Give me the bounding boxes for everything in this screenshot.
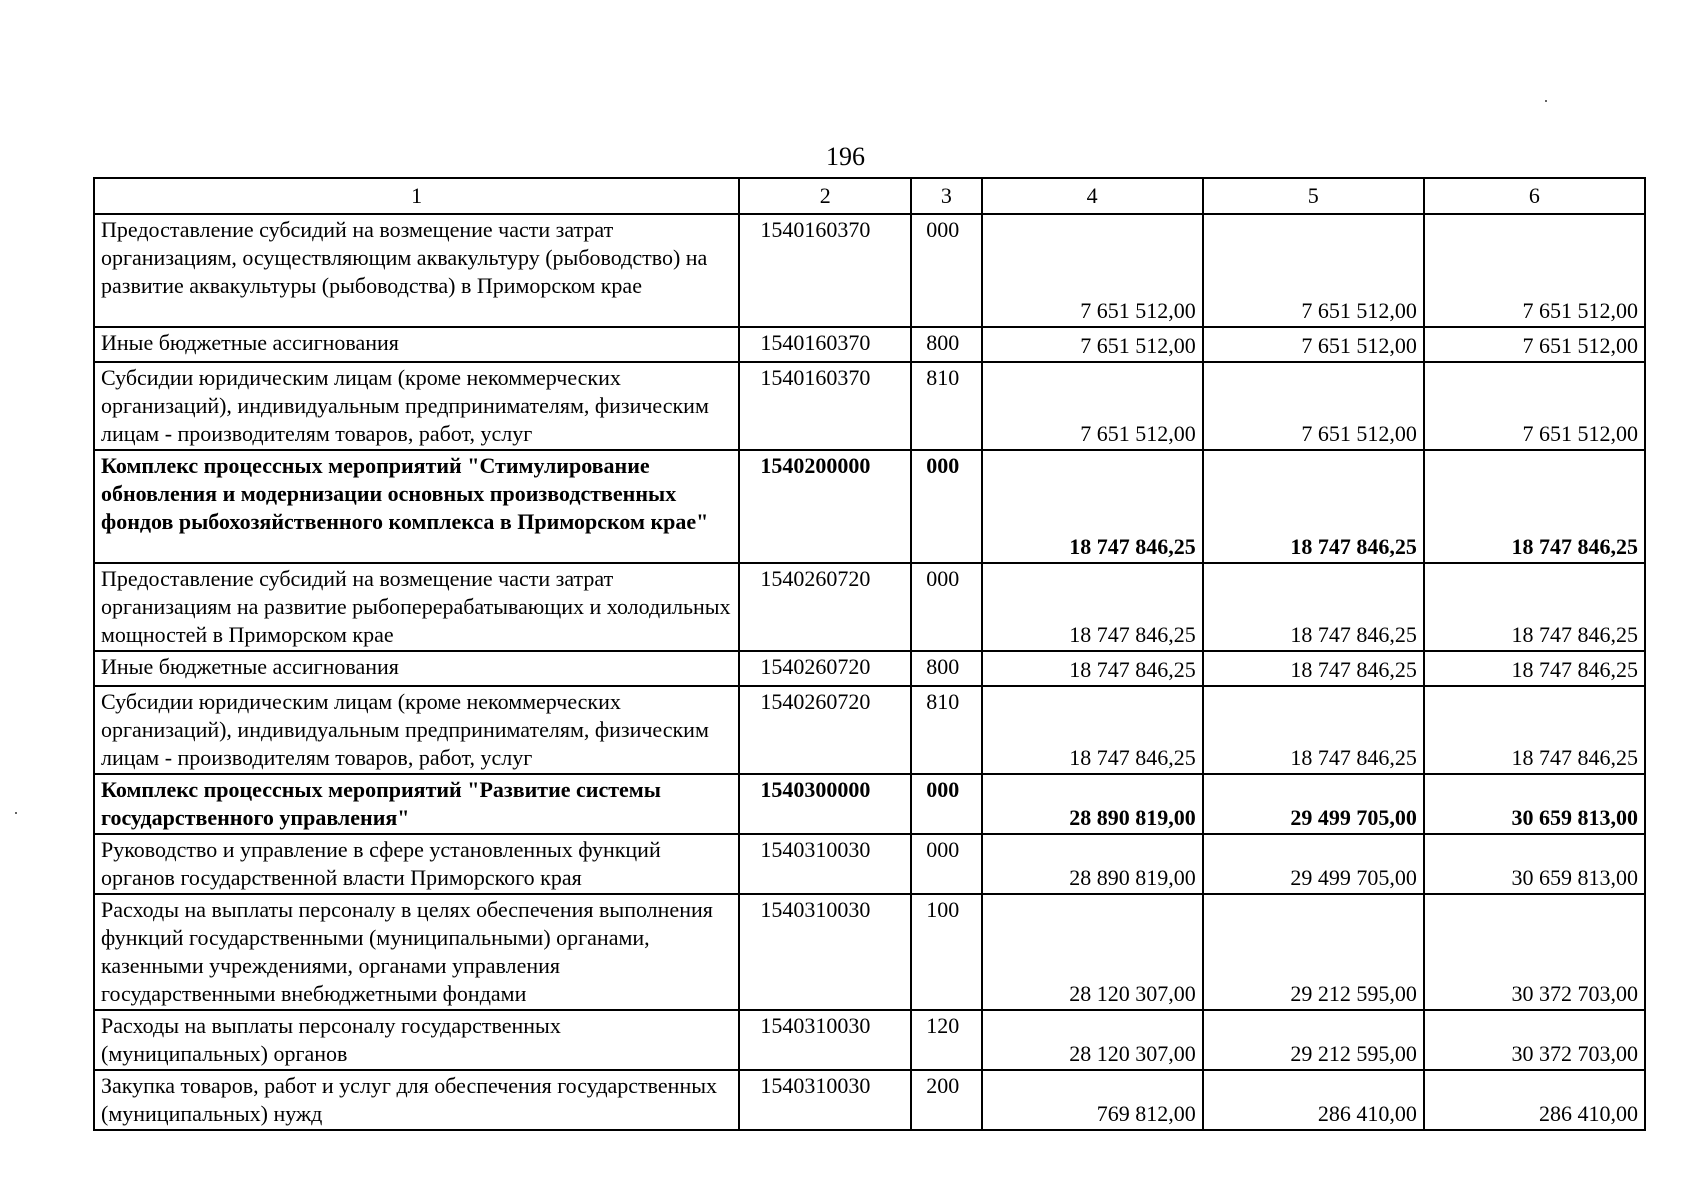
row-amount-year-3: 7 651 512,00 [1424,214,1645,327]
table-row [94,686,1645,774]
row-description: Предоставление субсидий на возмещение части затрат организациям, осуществляющим аквакультуру (рыбоводство) на развитие аквакультуры (рыбоводства) в Приморском крае [94,214,739,327]
row-description: Руководство и управление в сфере установленных функций органов государственной власти Приморского края [94,834,739,894]
row-expense-type: 810 [911,686,981,774]
row-description: Субсидии юридическим лицам (кроме некоммерческих организаций), индивидуальным предпринимателям, физическим лицам - производителям товаров, работ, услуг [94,686,739,774]
row-amount-year-2: 286 410,00 [1203,1070,1424,1130]
row-amount-year-2: 29 212 595,00 [1203,1010,1424,1070]
row-expense-type: 800 [911,651,981,686]
row-amount-year-1: 7 651 512,00 [982,327,1203,362]
row-expense-type: 100 [911,894,981,1010]
row-amount-year-3: 286 410,00 [1424,1070,1645,1130]
row-amount-year-3: 7 651 512,00 [1424,362,1645,450]
row-expense-type: 000 [911,774,981,834]
header-cell-6: 6 [1424,178,1645,214]
row-description: Закупка товаров, работ и услуг для обеспечения государственных (муниципальных) нужд [94,1070,739,1130]
row-description: Субсидии юридическим лицам (кроме некоммерческих организаций), индивидуальным предпринимателям, физическим лицам - производителям товаров, работ, услуг [94,362,739,450]
header-cell-3: 3 [911,178,981,214]
row-target-code: 1540200000 [739,450,911,563]
row-target-code: 1540260720 [739,686,911,774]
row-description: Предоставление субсидий на возмещение части затрат организациям на развитие рыбоперерабатывающих и холодильных мощностей в Приморском крае [94,563,739,651]
row-description: Расходы на выплаты персоналу в целях обеспечения выполнения функций государственными (муниципальными) органами, казенными учреждениями, органами управления государственными внебюджетными фондами [94,894,739,1010]
row-amount-year-2: 29 499 705,00 [1203,774,1424,834]
row-amount-year-3: 18 747 846,25 [1424,651,1645,686]
row-amount-year-1: 7 651 512,00 [982,362,1203,450]
table-row [94,362,1645,450]
row-amount-year-3: 7 651 512,00 [1424,327,1645,362]
row-description: Иные бюджетные ассигнования [94,327,739,362]
row-target-code: 1540310030 [739,1010,911,1070]
row-expense-type: 200 [911,1070,981,1130]
row-amount-year-1: 28 890 819,00 [982,774,1203,834]
row-amount-year-2: 7 651 512,00 [1203,214,1424,327]
row-amount-year-3: 18 747 846,25 [1424,563,1645,651]
row-amount-year-2: 18 747 846,25 [1203,450,1424,563]
table-row [94,834,1645,894]
row-amount-year-1: 28 120 307,00 [982,1010,1203,1070]
table-body [94,214,1645,1130]
row-amount-year-1: 769 812,00 [982,1070,1203,1130]
header-row [94,178,1645,214]
table-row [94,214,1645,327]
row-amount-year-3: 30 659 813,00 [1424,834,1645,894]
row-description: Иные бюджетные ассигнования [94,651,739,686]
row-amount-year-1: 18 747 846,25 [982,450,1203,563]
header-cell-2: 2 [739,178,911,214]
row-description: Расходы на выплаты персоналу государственных (муниципальных) органов [94,1010,739,1070]
row-target-code: 1540310030 [739,1070,911,1130]
table-row [94,774,1645,834]
row-target-code: 1540160370 [739,214,911,327]
row-amount-year-2: 18 747 846,25 [1203,563,1424,651]
row-amount-year-1: 28 120 307,00 [982,894,1203,1010]
row-expense-type: 800 [911,327,981,362]
row-target-code: 1540260720 [739,651,911,686]
row-expense-type: 000 [911,834,981,894]
row-amount-year-3: 30 372 703,00 [1424,1010,1645,1070]
row-amount-year-2: 29 212 595,00 [1203,894,1424,1010]
row-target-code: 1540310030 [739,834,911,894]
budget-table [93,177,1646,1131]
row-target-code: 1540310030 [739,894,911,1010]
row-description: Комплекс процессных мероприятий "Стимулирование обновления и модернизации основных производственных фондов рыбохозяйственного комплекса в Приморском крае" [94,450,739,563]
table-row [94,563,1645,651]
header-cell-1: 1 [94,178,739,214]
row-target-code: 1540160370 [739,327,911,362]
row-description: Комплекс процессных мероприятий "Развитие системы государственного управления" [94,774,739,834]
row-target-code: 1540260720 [739,563,911,651]
row-amount-year-2: 18 747 846,25 [1203,686,1424,774]
row-amount-year-1: 7 651 512,00 [982,214,1203,327]
row-expense-type: 000 [911,563,981,651]
table-row [94,1010,1645,1070]
table-row [94,894,1645,1010]
table-row [94,651,1645,686]
header-cell-4: 4 [982,178,1203,214]
row-amount-year-1: 18 747 846,25 [982,651,1203,686]
table-row [94,450,1645,563]
row-target-code: 1540300000 [739,774,911,834]
row-target-code: 1540160370 [739,362,911,450]
row-expense-type: 810 [911,362,981,450]
row-expense-type: 000 [911,450,981,563]
page-number: 196 [826,142,865,171]
scan-speck [15,812,17,814]
row-amount-year-2: 29 499 705,00 [1203,834,1424,894]
row-amount-year-3: 30 659 813,00 [1424,774,1645,834]
row-amount-year-1: 18 747 846,25 [982,563,1203,651]
row-amount-year-1: 18 747 846,25 [982,686,1203,774]
table-row [94,327,1645,362]
row-expense-type: 120 [911,1010,981,1070]
table-row [94,1070,1645,1130]
row-amount-year-2: 18 747 846,25 [1203,651,1424,686]
row-amount-year-3: 30 372 703,00 [1424,894,1645,1010]
row-amount-year-2: 7 651 512,00 [1203,327,1424,362]
row-amount-year-1: 28 890 819,00 [982,834,1203,894]
row-amount-year-3: 18 747 846,25 [1424,450,1645,563]
scan-speck [1545,100,1547,102]
header-cell-5: 5 [1203,178,1424,214]
row-expense-type: 000 [911,214,981,327]
row-amount-year-3: 18 747 846,25 [1424,686,1645,774]
row-amount-year-2: 7 651 512,00 [1203,362,1424,450]
